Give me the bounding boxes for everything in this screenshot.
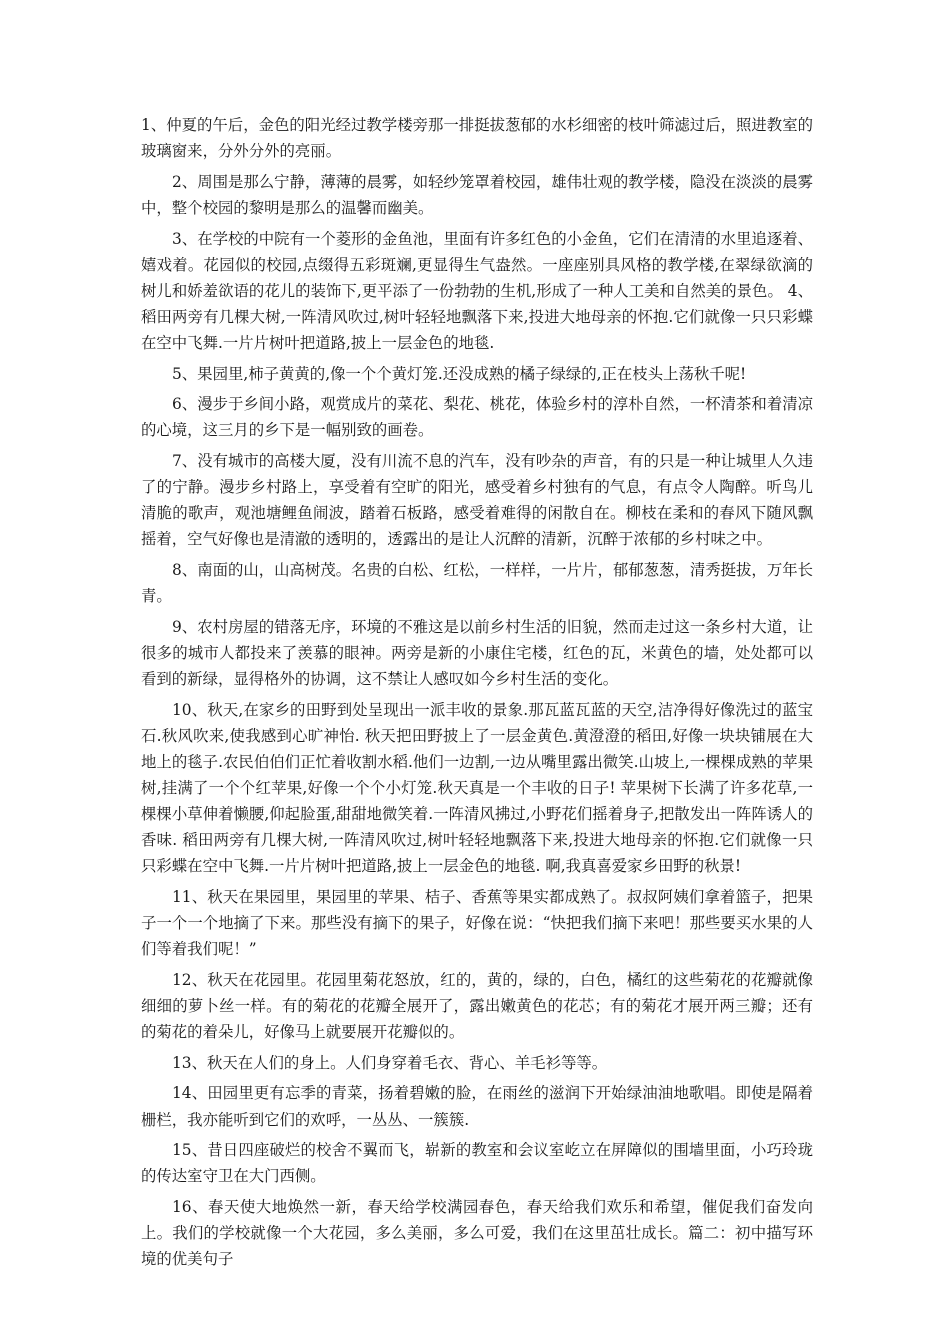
paragraph-10: 10、秋天,在家乡的田野到处呈现出一派丰收的景象.那瓦蓝瓦蓝的天空,洁净得好像洗过的蓝宝石.秋风吹来,使我感到心旷神怡. 秋天把田野披上了一层金黄色.黄澄澄的稻田,好像一块块铺展在大地上的毯子.农民伯伯们正忙着收割水稻.他们一边割,一边从嘴里露出微笑.山坡上,一棵棵成熟的苹果树,挂满了一个个红苹果,好像一个个小灯笼.秋天真是一个丰收的日子! 苹果树下长满了许多花草,一棵棵小草伸着懒腰,仰起脸蛋,甜甜地微笑着.一阵清风拂过,小野花们摇着身子,把散发出一阵阵诱人的香味. 稻田两旁有几棵大树,一阵清风吹过,树叶轻轻地飘落下来,投进大地母亲的怀抱.它们就像一只只彩蝶在空中飞舞.一片片树叶把道路,披上一层金色的地毯. 啊,我真喜爱家乡田野的秋景! [141, 700, 813, 876]
document-body [141, 112, 813, 1277]
paragraph-7: 7、没有城市的高楼大厦，没有川流不息的汽车，没有吵杂的声音，有的只是一种让城里人久违了的宁静。漫步乡村路上，享受着有空旷的阳光，感受着乡村独有的气息，有点令人陶醉。听鸟儿清脆的歌声，观池塘鲤鱼闹波，踏着石板路，感受着难得的闲散自在。柳枝在柔和的春风下随风飘摇着，空气好像也是清澈的透明的，透露出的是让人沉醉的清新，沉醉于浓郁的乡村味之中。 [141, 452, 813, 549]
paragraph-5: 5、果园里,柿子黄黄的,像一个个黄灯笼.还没成熟的橘子绿绿的,正在枝头上荡秋千呢! [172, 364, 747, 383]
paragraph-8: 8、南面的山，山高树茂。名贵的白松、红松，一样样，一片片，郁郁葱葱，清秀挺拔，万年长青。 [141, 561, 813, 606]
paragraph-6: 6、漫步于乡间小路，观赏成片的菜花、梨花、桃花，体验乡村的淳朴自然，一杯清茶和着清凉的心境，这三月的乡下是一幅别致的画卷。 [141, 395, 813, 440]
paragraph-11: 11、秋天在果园里，果园里的苹果、桔子、香蕉等果实都成熟了。叔叔阿姨们拿着篮子，把果子一个一个地摘了下来。那些没有摘下的果子，好像在说：“快把我们摘下来吧！那些要买水果的人们等着我们呢！” [141, 887, 813, 959]
paragraph-3: 3、在学校的中院有一个菱形的金鱼池，里面有许多红色的小金鱼，它们在清清的水里追逐着、嬉戏着。花园似的校园,点缀得五彩斑斓,更显得生气盎然。一座座别具风格的教学楼,在翠绿欲滴的树儿和娇羞欲语的花儿的装饰下,更平添了一份勃勃的生机,形成了一种人工美和自然美的景色。 4、稻田两旁有几棵大树,一阵清风吹过,树叶轻轻地飘落下来,投进大地母亲的怀抱.它们就像一只只彩蝶在空中飞舞.一片片树叶把道路,披上一层金色的地毯. [141, 229, 813, 352]
paragraph-9: 9、农村房屋的错落无序，环境的不雅这是以前乡村生活的旧貌，然而走过这一条乡村大道，让很多的城市人都投来了羡慕的眼神。两旁是新的小康住宅楼，红色的瓦，米黄色的墙，处处都可以看到的新绿，显得格外的协调，这不禁让人感叹如今乡村生活的变化。 [141, 617, 813, 689]
paragraph-13: 13、秋天在人们的身上。人们身穿着毛衣、背心、羊毛衫等等。 [172, 1053, 608, 1072]
paragraph-2: 2、周围是那么宁静，薄薄的晨雾，如轻纱笼罩着校园，雄伟壮观的教学楼，隐没在淡淡的晨雾中，整个校园的黎明是那么的温馨而幽美。 [141, 172, 813, 217]
paragraph-15: 15、昔日四座破烂的校舍不翼而飞，崭新的教室和会议室屹立在屏障似的围墙里面，小巧玲珑的传达室守卫在大门西侧。 [141, 1141, 813, 1186]
paragraph-14: 14、田园里更有忘季的青菜，扬着碧嫩的脸，在雨丝的滋润下开始绿油油地歌唱。即使是隔着栅栏，我亦能听到它们的欢呼，一丛丛、一簇簇. [141, 1084, 813, 1129]
paragraph-1: 1、仲夏的午后，金色的阳光经过教学楼旁那一排挺拔葱郁的水杉细密的枝叶筛滤过后，照进教室的玻璃窗来，分外分外的亮丽。 [141, 116, 813, 161]
paragraph-12: 12、秋天在花园里。花园里菊花怒放，红的，黄的，绿的，白色，橘红的这些菊花的花瓣就像细细的萝卜丝一样。有的菊花的花瓣全展开了，露出嫩黄色的花芯；有的菊花才展开两三瓣；还有的菊花的着朵儿，好像马上就要展开花瓣似的。 [141, 970, 813, 1042]
paragraph-16: 16、春天使大地焕然一新，春天给学校满园春色，春天给我们欢乐和希望，催促我们奋发向上。我们的学校就像一个大花园，多么美丽，多么可爱，我们在这里茁壮成长。篇二：初中描写环境的优美句子 [141, 1197, 813, 1269]
